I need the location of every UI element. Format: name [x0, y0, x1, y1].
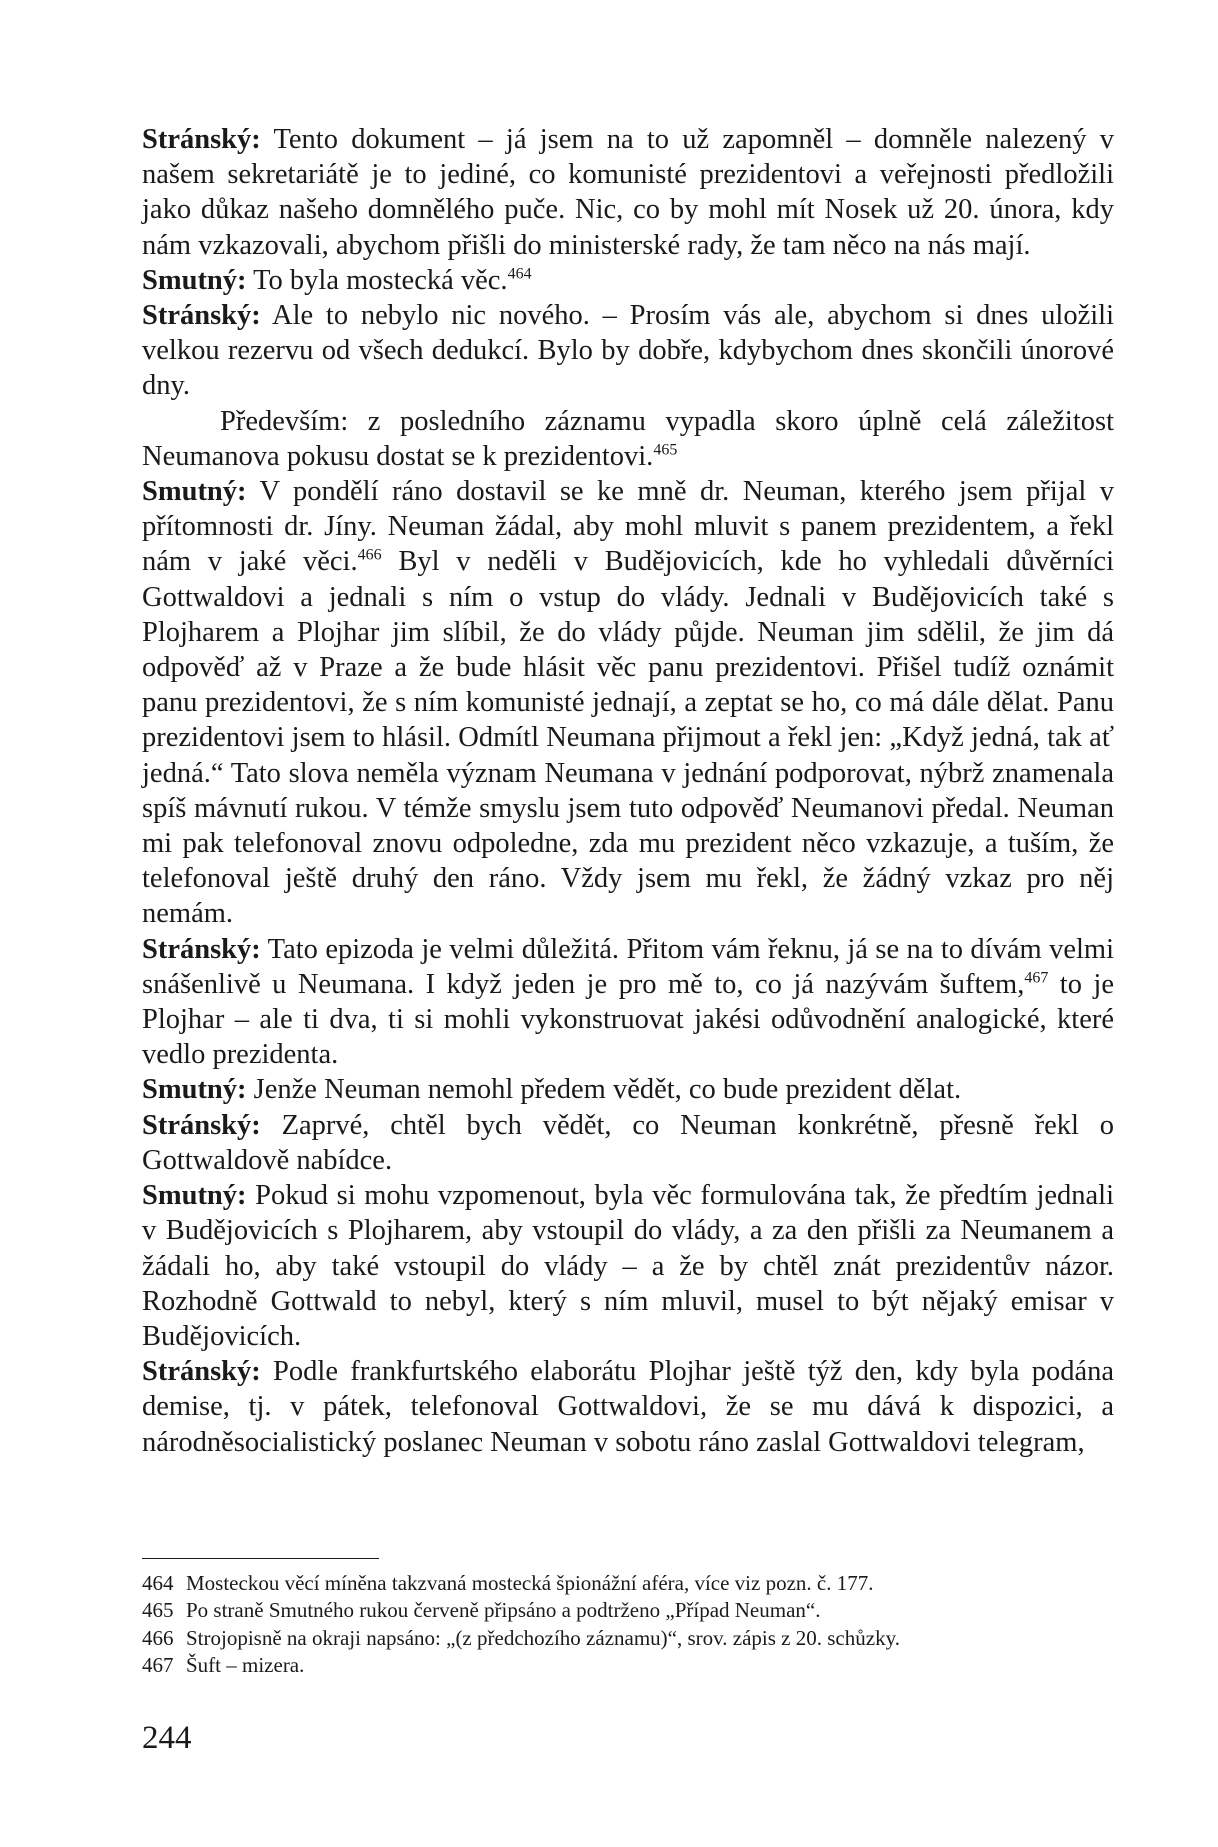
- speaker-label: Stránský:: [142, 124, 261, 155]
- speaker-label: Stránský:: [142, 933, 261, 965]
- paragraph: [142, 1178, 1114, 1354]
- footnote-text: Strojopisně na okraji napsáno: „(z předchozího záznamu)“, srov. zápis z 20. schůzky.: [186, 1625, 900, 1650]
- speaker-label: Stránský:: [142, 1356, 261, 1388]
- paragraph-text: Tento dokument – já jsem na to už zapomněl – domněle nalezený v našem sekretariátě je to jediné, co komunisté prezidentovi a veřejnosti předložili jako důkaz našeho domnělého puče. Nic, co by mohl mít Nosek už 20. února, kdy nám vzkazovali, abychom přišli do ministerské rady, že tam něco na nás mají.: [142, 124, 1114, 261]
- paragraph: [142, 932, 1114, 1073]
- paragraph-text: Především: z posledního záznamu vypadla skoro úplně celá záležitost Neumanova pokusu dostat se k prezidentovi.: [142, 405, 1114, 472]
- paragraph-text: to je Plojhar – ale ti dva, ti si mohli vykonstruovat jakési odůvodnění analogické, které vedlo prezidenta.: [142, 968, 1114, 1071]
- speaker-label: Stránský:: [142, 1109, 261, 1141]
- footnote-text: Mosteckou věcí míněna takzvaná mostecká špionážní aféra, více viz pozn. č. 177.: [186, 1571, 874, 1595]
- footnote-reference: 467: [1024, 969, 1049, 987]
- footnote-number: 467: [142, 1652, 174, 1677]
- footnote-text: Šuft – mizera.: [186, 1652, 305, 1677]
- speaker-label: Smutný:: [142, 264, 247, 296]
- paragraph-text: Tato epizoda je velmi důležitá. Přitom vám řeknu, já se na to dívám velmi snášenlivě u Neumana. I když jeden je pro mě to, co já nazývám šuftem,: [142, 933, 1114, 1000]
- footnote-text: Po straně Smutného rukou červeně připsáno a podtrženo „Případ Neuman“.: [186, 1598, 821, 1623]
- paragraph: [142, 1108, 1114, 1178]
- footnote: [142, 1652, 1114, 1679]
- paragraph: [142, 474, 1114, 932]
- paragraph-text: To byla mostecká věc.: [246, 264, 508, 296]
- paragraph: [142, 404, 1114, 474]
- speaker-label: Smutný:: [142, 1074, 247, 1106]
- speaker-label: Stránský:: [142, 300, 261, 332]
- footnote: [142, 1570, 1114, 1597]
- page-body: [142, 122, 1114, 1460]
- paragraph-text: Byl v neděli v Budějovicích, kde ho vyhledali důvěrníci Gottwaldovi a jednali s ním o vstup do vlády. Jednali v Budějovicích také s Plojharem a Plojhar jim slíbil, že do vlády půjde. Neuman jim sdělil, že jim dá odpověď až v Praze a že bude hlásit věc panu prezidentovi. Přišel tudíž oznámit panu prezidentovi, že s ním komunisté jednají, a zeptat se ho, co má dále dělat. Panu prezidentovi jsem to hlásil. Odmítl Neumana přijmout a řekl jen: „Když jedná, tak ať jedná.“ Tato slova neměla význam Neumana v jednání podporovat, nýbrž znamenala spíš mávnutí rukou. V témže smyslu jsem tuto odpověď Neumanovi předal. Neuman mi pak telefonoval znovu odpoledne, zda mu prezident něco vzkazuje, a tuším, že telefonoval ještě druhý den ráno. Vždy jsem mu řekl, že žádný vzkaz pro něj nemám.: [142, 546, 1114, 930]
- page-number: 244: [142, 1720, 192, 1756]
- footnote-number: 465: [142, 1598, 174, 1623]
- footnote-reference: 466: [357, 546, 382, 564]
- speaker-label: Smutný:: [142, 1180, 247, 1212]
- footnote-reference: 465: [653, 441, 678, 459]
- paragraph: [142, 1072, 1114, 1107]
- paragraph-text: Pokud si mohu vzpomenout, byla věc formulována tak, že předtím jednali v Budějovicích s Plojharem, aby vstoupil do vlády, a za den přišli za Neumanem a žádali ho, aby také vstoupil do vlády – a že by chtěl znát prezidentův názor. Rozhodně Gottwald to nebyl, který s ním mluvil, musel to být nějaký emisar v Budějovicích.: [142, 1180, 1114, 1352]
- paragraph: [142, 263, 1114, 298]
- speaker-label: Smutný:: [142, 476, 247, 508]
- footnotes: [142, 1570, 1114, 1679]
- paragraph: [142, 298, 1114, 404]
- footnote: [142, 1597, 1114, 1624]
- footnote: [142, 1625, 1114, 1652]
- footnote-reference: 464: [507, 265, 532, 283]
- paragraph-text: Ale to nebylo nic nového. – Prosím vás ale, abychom si dnes uložili velkou rezervu od všech dedukcí. Bylo by dobře, kdybychom dnes skončili únorové dny.: [142, 300, 1114, 402]
- paragraph: [142, 122, 1114, 263]
- paragraph: [142, 1354, 1114, 1460]
- paragraph-text: V pondělí ráno dostavil se ke mně dr. Neuman, kterého jsem přijal v přítomnosti dr. Jíny. Neuman žádal, aby mohl mluvit s panem prezidentem, a řekl nám v jaké věci.: [142, 476, 1114, 578]
- paragraph-text: Podle frankfurtského elaborátu Plojhar ještě týž den, kdy byla podána demise, tj. v pátek, telefonoval Gottwaldovi, že se mu dává k dispozici, a národněsocialistický poslanec Neuman v sobotu ráno zaslal Gottwaldovi telegram,: [142, 1356, 1114, 1458]
- main-text: [142, 122, 1114, 1460]
- paragraph-text: Jenže Neuman nemohl předem vědět, co bude prezident dělat.: [246, 1074, 962, 1106]
- footnote-number: 466: [142, 1625, 174, 1650]
- footnote-number: 464: [142, 1571, 174, 1595]
- footnote-divider: [142, 1558, 379, 1559]
- paragraph-text: Zaprvé, chtěl bych vědět, co Neuman konkrétně, přesně řekl o Gottwaldově nabídce.: [142, 1109, 1114, 1176]
